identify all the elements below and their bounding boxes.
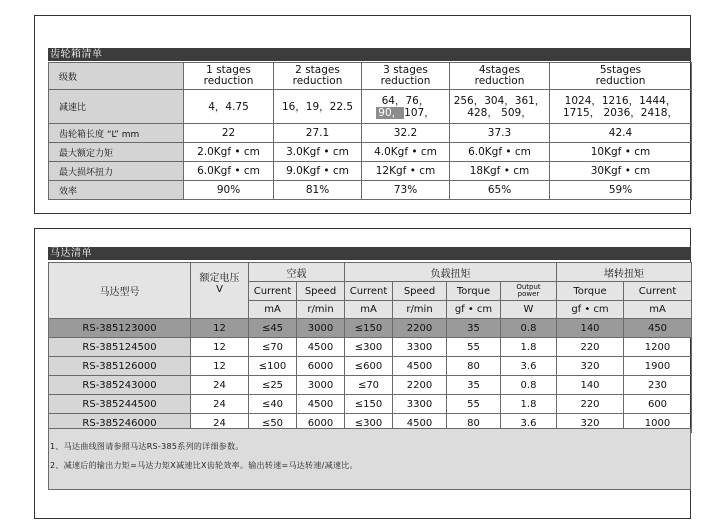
no-load-header: 空载 — [249, 263, 345, 282]
unit-cell: gf • cm — [557, 301, 624, 319]
ratio-row — [49, 90, 692, 124]
value-cell: 140 — [557, 319, 624, 338]
value-cell: 42.4 — [550, 124, 692, 143]
value-cell: 18Kgf • cm — [450, 162, 550, 181]
value-cell: 1.8 — [501, 338, 557, 357]
value-cell: 6000 — [297, 357, 345, 376]
row-label: 效率 — [49, 181, 184, 200]
subheader-cell: Current — [345, 282, 393, 301]
value-cell: 24 — [191, 376, 249, 395]
value-cell: 3000 — [297, 319, 345, 338]
subheader-cell: Speed — [297, 282, 345, 301]
model-cell: RS-385123000 — [49, 319, 191, 338]
unit-cell: r/min — [297, 301, 345, 319]
value-cell: 81% — [274, 181, 362, 200]
unit-cell: mA — [624, 301, 692, 319]
model-cell: RS-385124500 — [49, 338, 191, 357]
subheader-cell: Torque — [447, 282, 501, 301]
highlighted-ratio: 90， — [378, 106, 403, 119]
value-cell: 32.2 — [362, 124, 450, 143]
value-cell: 24 — [191, 395, 249, 414]
model-cell: RS-385244500 — [49, 395, 191, 414]
load-header: 负载扭矩 — [345, 263, 557, 282]
table-row — [49, 338, 692, 357]
value-cell: 2200 — [393, 319, 447, 338]
table-row — [49, 319, 692, 338]
value-cell: 4500 — [297, 395, 345, 414]
model-cell: RS-385126000 — [49, 357, 191, 376]
value-cell: 6.0Kgf • cm — [184, 162, 274, 181]
motor-table-body — [49, 319, 692, 433]
table-row — [49, 376, 692, 395]
gearbox-panel — [34, 15, 691, 214]
value-cell: 4500 — [393, 414, 447, 433]
value-cell: 3.0Kgf • cm — [274, 143, 362, 162]
ratio-cell: 256，304，361， 428， 509， — [450, 90, 550, 124]
value-cell: 59% — [550, 181, 692, 200]
value-cell: 2200 — [393, 376, 447, 395]
unit-cell: mA — [249, 301, 297, 319]
ratio-cell: 64，76， 90， 107， — [362, 90, 450, 124]
value-cell: 12 — [191, 319, 249, 338]
value-cell: 12 — [191, 338, 249, 357]
unit-cell: mA — [345, 301, 393, 319]
motor-title: 马达清单 — [48, 247, 691, 260]
subheader-cell: Torque — [557, 282, 624, 301]
value-cell: 230 — [624, 376, 692, 395]
value-cell: 140 — [557, 376, 624, 395]
stage-cell: 5stages reduction — [550, 63, 692, 90]
value-cell: 80 — [447, 357, 501, 376]
value-cell: 320 — [557, 414, 624, 433]
model-cell: RS-385246000 — [49, 414, 191, 433]
value-cell: ≤50 — [249, 414, 297, 433]
model-cell: RS-385243000 — [49, 376, 191, 395]
subheader-cell: Speed — [393, 282, 447, 301]
value-cell: 1900 — [624, 357, 692, 376]
value-cell: 220 — [557, 338, 624, 357]
ratio-cell: 16，19，22.5 — [274, 90, 362, 124]
value-cell: 450 — [624, 319, 692, 338]
value-cell: 2.0Kgf • cm — [184, 143, 274, 162]
unit-cell: gf • cm — [447, 301, 501, 319]
value-cell: 12Kgf • cm — [362, 162, 450, 181]
value-cell: ≤150 — [345, 319, 393, 338]
value-cell: ≤300 — [345, 414, 393, 433]
value-cell: ≤70 — [249, 338, 297, 357]
value-cell: 1000 — [624, 414, 692, 433]
value-cell: 55 — [447, 395, 501, 414]
value-cell: 1.8 — [501, 395, 557, 414]
value-cell: 3300 — [393, 395, 447, 414]
subheader-cell: Output power — [501, 282, 557, 301]
note-2: 2、减速后的输出力矩=马达力矩X减速比X齿轮效率。输出转速=马达转速/减速比。 — [50, 461, 358, 470]
gearbox-table — [48, 62, 692, 200]
stage-cell: 2 stages reduction — [274, 63, 362, 90]
stall-header: 堵转扭矩 — [557, 263, 692, 282]
value-cell: 22 — [184, 124, 274, 143]
efficiency-row — [49, 181, 692, 200]
voltage-header: 额定电压 V — [191, 263, 249, 319]
value-cell: 6.0Kgf • cm — [450, 143, 550, 162]
value-cell: 600 — [624, 395, 692, 414]
value-cell: ≤150 — [345, 395, 393, 414]
value-cell: 80 — [447, 414, 501, 433]
gearbox-title: 齿轮箱清单 — [48, 48, 691, 61]
table-row — [49, 395, 692, 414]
unit-cell: W — [501, 301, 557, 319]
value-cell: 0.8 — [501, 376, 557, 395]
length-row — [49, 124, 692, 143]
value-cell: 37.3 — [450, 124, 550, 143]
note-1: 1、马达曲线图请参照马达RS-385系列的详细参数。 — [50, 442, 244, 451]
value-cell: ≤25 — [249, 376, 297, 395]
value-cell: 3.6 — [501, 414, 557, 433]
ratio-cell: 4，4.75 — [184, 90, 274, 124]
motor-panel — [34, 228, 691, 519]
value-cell: 1200 — [624, 338, 692, 357]
value-cell: 3.6 — [501, 357, 557, 376]
subheader-cell: Current — [249, 282, 297, 301]
stage-cell: 1 stages reduction — [184, 63, 274, 90]
ratio-cell: 1024，1216，1444， 1715， 2036，2418， — [550, 90, 692, 124]
row-label: 最大损坏扭力 — [49, 162, 184, 181]
motor-table — [48, 262, 692, 433]
value-cell: 4500 — [297, 338, 345, 357]
value-cell: 27.1 — [274, 124, 362, 143]
value-cell: 9.0Kgf • cm — [274, 162, 362, 181]
break-torque-row — [49, 162, 692, 181]
value-cell: ≤45 — [249, 319, 297, 338]
stage-cell: 4stages reduction — [450, 63, 550, 90]
value-cell: 30Kgf • cm — [550, 162, 692, 181]
value-cell: ≤300 — [345, 338, 393, 357]
row-label: 减速比 — [49, 90, 184, 124]
value-cell: 3000 — [297, 376, 345, 395]
value-cell: 10Kgf • cm — [550, 143, 692, 162]
motor-header-row — [49, 263, 692, 282]
row-label: 齿轮箱长度 “L” mm — [49, 124, 184, 143]
value-cell: 6000 — [297, 414, 345, 433]
rated-torque-row — [49, 143, 692, 162]
table-row — [49, 357, 692, 376]
value-cell: 320 — [557, 357, 624, 376]
value-cell: ≤600 — [345, 357, 393, 376]
row-label: 级数 — [49, 63, 184, 90]
value-cell: 65% — [450, 181, 550, 200]
value-cell: 3300 — [393, 338, 447, 357]
value-cell: 12 — [191, 357, 249, 376]
model-header: 马达型号 — [49, 263, 191, 319]
unit-cell: r/min — [393, 301, 447, 319]
value-cell: ≤70 — [345, 376, 393, 395]
stage-cell: 3 stages reduction — [362, 63, 450, 90]
value-cell: ≤40 — [249, 395, 297, 414]
value-cell: 4.0Kgf • cm — [362, 143, 450, 162]
notes-box — [48, 428, 691, 490]
value-cell: 73% — [362, 181, 450, 200]
value-cell: 4500 — [393, 357, 447, 376]
value-cell: 220 — [557, 395, 624, 414]
value-cell: ≤100 — [249, 357, 297, 376]
value-cell: 0.8 — [501, 319, 557, 338]
subheader-cell: Current — [624, 282, 692, 301]
value-cell: 90% — [184, 181, 274, 200]
value-cell: 35 — [447, 319, 501, 338]
stages-row — [49, 63, 692, 90]
value-cell: 55 — [447, 338, 501, 357]
value-cell: 24 — [191, 414, 249, 433]
row-label: 最大额定力矩 — [49, 143, 184, 162]
value-cell: 35 — [447, 376, 501, 395]
